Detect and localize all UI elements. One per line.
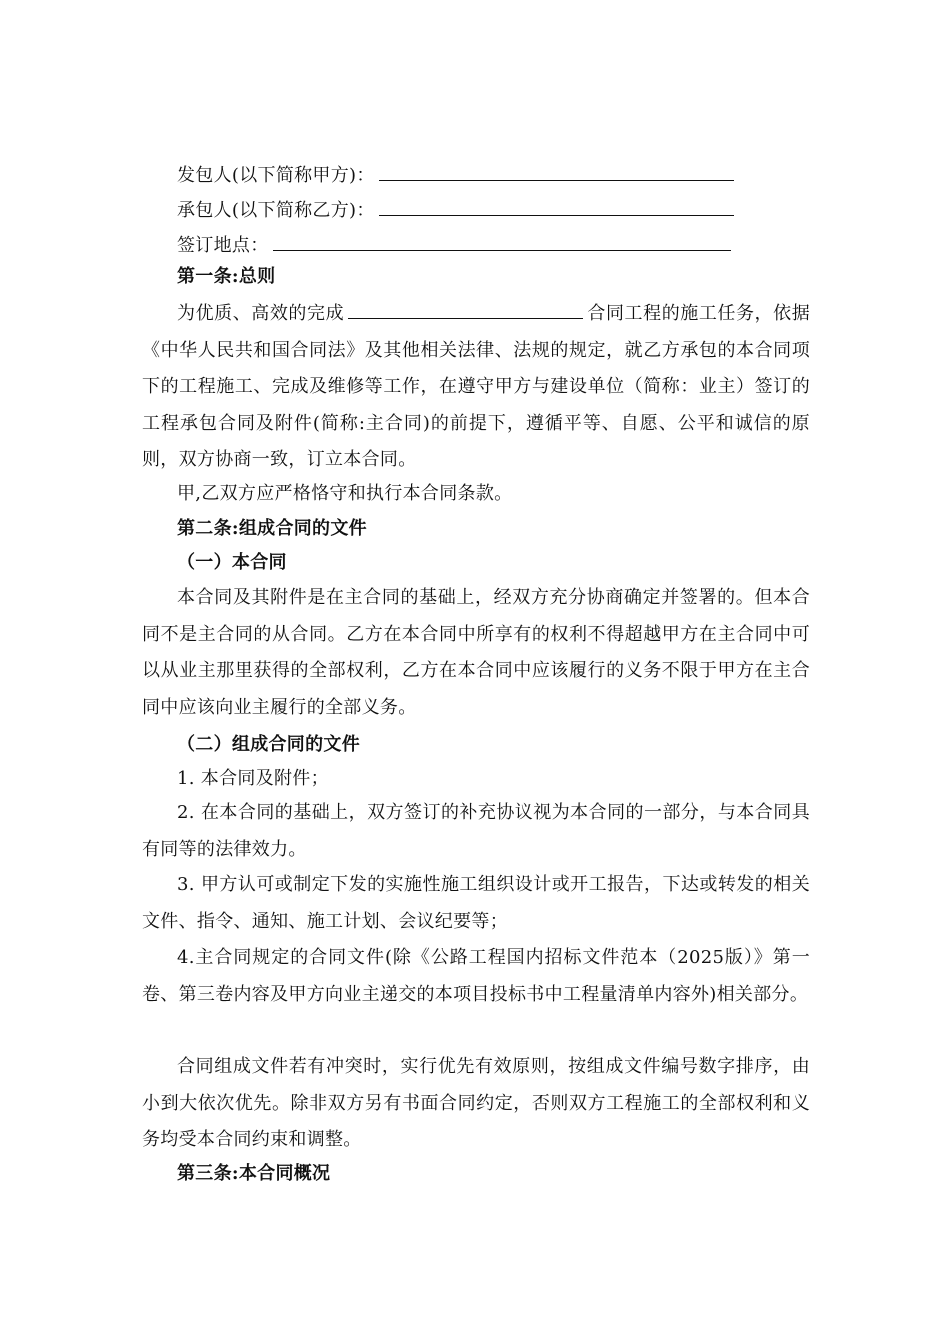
project-name-blank	[348, 298, 583, 319]
section-1-text: 本合同及其附件是在主合同的基础上，经双方充分协商确定并签署的。但本合同不是主合同的从合同。乙方在本合同中所享有的权利不得超越甲方在主合同中可以从业主那里获得的全部权利，乙方在本合同中应该履行的义务不限于甲方在主合同中应该向业主履行的全部义务。	[142, 587, 810, 718]
list-item-1: 1. 本合同及附件；	[177, 768, 329, 789]
party-b-row	[177, 193, 738, 221]
list-item-4: 4.主合同规定的合同文件(除《公路工程国内招标文件范本（2025版）》第一卷、第三卷内容及甲方向业主递交的本项目投标书中工程量清单内容外)相关部分。	[142, 947, 810, 1005]
signing-place-label: 签订地点：	[177, 235, 269, 256]
list-item-2: 2. 在本合同的基础上，双方签订的补充协议视为本合同的一部分，与本合同具有同等的法律效力。	[142, 802, 810, 860]
article-1-p1-before: 为优质、高效的完成	[177, 303, 345, 324]
article-1-title: 第一条:总则	[177, 266, 276, 287]
party-a-row	[177, 158, 738, 186]
list-item-3: 3. 甲方认可或制定下发的实施性施工组织设计或开工报告，下达或转发的相关文件、指令、通知、施工计划、会议纪要等；	[142, 874, 810, 932]
article-2-title: 第二条:组成合同的文件	[177, 518, 367, 539]
party-a-blank	[379, 158, 734, 181]
article-1-p1-after: 合同工程的施工任务，依据《中华人民共和国合同法》及其他相关法律、法规的规定，就乙方承包的本合同项下的工程施工、完成及维修等工作，在遵守甲方与建设单位（简称：业主）签订的工程承包合同及附件(简称:主合同)的前提下，遵循平等、自愿、公平和诚信的原则，双方协商一致，订立本合同。	[142, 303, 810, 470]
party-b-blank	[379, 193, 734, 216]
section-1-title: （一）本合同	[177, 552, 287, 573]
conflict-paragraph: 合同组成文件若有冲突时，实行优先有效原则，按组成文件编号数字排序，由小到大依次优先。除非双方另有书面合同约定，否则双方工程施工的全部权利和义务均受本合同约束和调整。	[142, 1056, 810, 1150]
section-2-title: （二）组成合同的文件	[177, 734, 360, 755]
article-3-title: 第三条:本合同概况	[177, 1163, 331, 1184]
party-b-label: 承包人(以下简称乙方)：	[177, 200, 375, 221]
signing-place-row	[177, 228, 735, 256]
article-1-paragraph-2: 甲,乙双方应严格恪守和执行本合同条款。	[177, 483, 513, 504]
signing-place-blank	[273, 228, 731, 251]
article-1-paragraph-1	[142, 296, 810, 479]
party-a-label: 发包人(以下简称甲方)：	[177, 165, 375, 186]
